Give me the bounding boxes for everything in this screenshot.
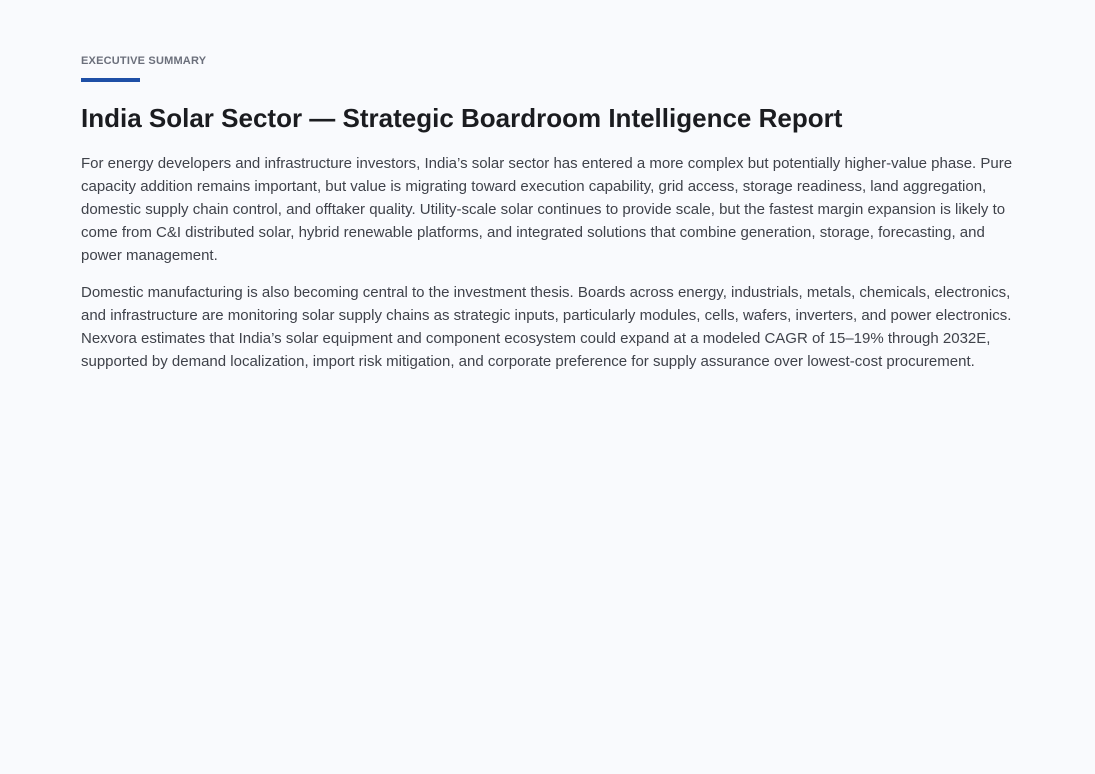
section-eyebrow: EXECUTIVE SUMMARY xyxy=(81,55,207,67)
summary-paragraph-1: For energy developers and infrastructure investors, India’s solar sector has entered a more complex but potentially higher-value phase. Pure capacity addition remains important, but value is migrating toward execution capability, grid access, storage readiness, land aggregation, domestic supply chain control, and offtaker quality. Utility-scale solar continues to provide scale, but the fastest margin expansion is likely to come from C&I distributed solar, hybrid renewable platforms, and integrated solutions that combine generation, storage, forecasting, and power management. xyxy=(81,155,1013,264)
summary-paragraph-2: Domestic manufacturing is also becoming central to the investment thesis. Boards across energy, industrials, metals, chemicals, electronics, and infrastructure are monitoring solar supply chains as strategic inputs, particularly modules, cells, wafers, inverters, and power electronics. Nexvora estimates that India’s solar equipment and component ecosystem could expand at a modeled CAGR of 15–19% through 2032E, supported by demand localization, import risk mitigation, and corporate preference for supply assurance over lowest-cost procurement. xyxy=(81,284,1012,370)
report-title: India Solar Sector — Strategic Boardroom Intelligence Report xyxy=(81,103,843,133)
executive-summary-section xyxy=(81,52,1021,373)
accent-divider xyxy=(81,78,140,82)
